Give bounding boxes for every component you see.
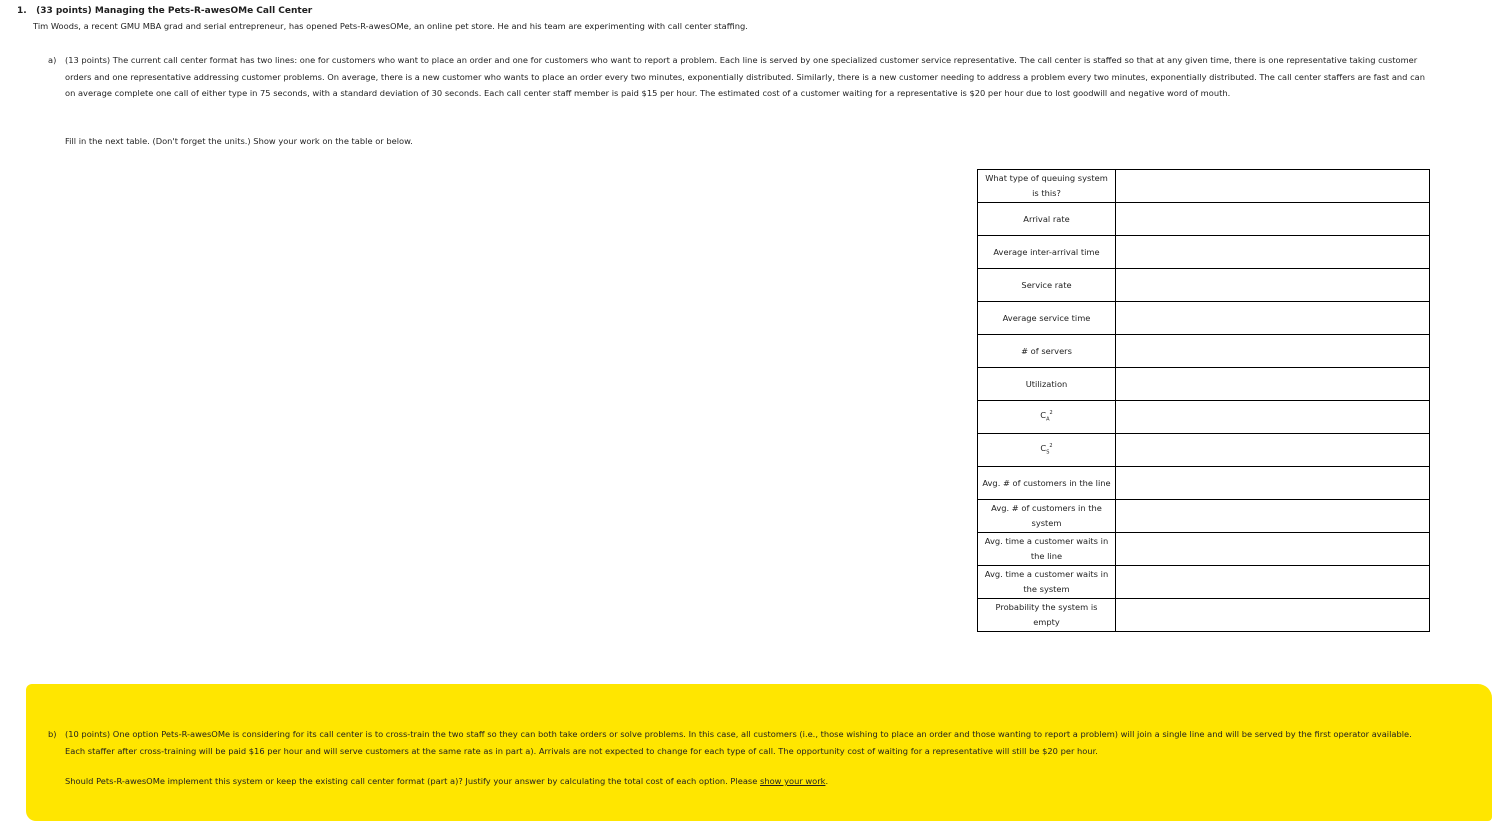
- table-row: [978, 434, 1430, 467]
- table-row-label: [978, 566, 1116, 599]
- table-row-label: [978, 533, 1116, 566]
- table-row: [978, 269, 1430, 302]
- table-row: [978, 236, 1430, 269]
- table-row-label: [978, 269, 1116, 302]
- table-row: [978, 368, 1430, 401]
- table-answer-cell[interactable]: [1116, 368, 1430, 401]
- show-work-text: show your work: [760, 776, 826, 786]
- table-row-label: [978, 203, 1116, 236]
- part-a-text: (13 points) The current call center format has two lines: one for customers who want to place an order and one for customers who want to report a problem. Each line is served by one specialized customer service representative. The call center is staffed so that at any given time, there is one representative taking customer orders and one representative addressing customer problems. On average, there is a new customer who wants to place an order every two minutes, exponentially distributed. Similarly, there is a new customer needing to address a problem every two minutes, exponentially distributed. The call center staffers are fast and can on average complete one call of either type in 75 seconds, with a standard deviation of 30 seconds. Each call center staff member is paid $15 per hour. The estimated cost of a customer waiting for a representative is $20 per hour due to lost goodwill and negative word of mouth.: [65, 55, 1425, 99]
- table-row-label: [978, 401, 1116, 434]
- row-label-text: C: [1040, 410, 1047, 421]
- part-b: [48, 726, 1431, 759]
- queuing-table: [977, 169, 1430, 632]
- table-answer-cell[interactable]: [1116, 401, 1430, 434]
- table-row: [978, 401, 1430, 434]
- question-intro: Tim Woods, a recent GMU MBA grad and serial entrepreneur, has opened Pets-R-awesOMe, an online pet store. He and his team are experimenting with call center staffing.: [33, 21, 748, 31]
- table-row-label: [978, 500, 1116, 533]
- question-number: 1.: [17, 6, 27, 16]
- row-label-subscript: S: [1046, 449, 1050, 456]
- table-answer-cell[interactable]: [1116, 533, 1430, 566]
- table-row: [978, 203, 1430, 236]
- row-label-text: Service rate: [1021, 279, 1072, 290]
- row-label-text: Avg. # of customers in the system: [991, 503, 1102, 528]
- part-b-text: (10 points) One option Pets-R-awesOMe is considering for its call center is to cross-train the two staff so they can both take orders or solve problems. In this case, all customers (i.e., those wishing to place an order and those wanting to report a problem) will join a single line and will be served by the first operator available. Each staffer after cross-training will be paid $16 per hour and will serve customers at the same rate as in part a). Arrivals are not expected to change for each type of call. The opportunity cost of waiting for a representative will still be $20 per hour.: [65, 729, 1412, 756]
- table-answer-cell[interactable]: [1116, 500, 1430, 533]
- row-label-text: # of servers: [1021, 345, 1072, 356]
- table-row: [978, 566, 1430, 599]
- table-answer-cell[interactable]: [1116, 467, 1430, 500]
- part-b-label: b): [48, 729, 57, 739]
- table-answer-cell[interactable]: [1116, 236, 1430, 269]
- row-label-text: Average service time: [1002, 312, 1091, 323]
- part-b-question-end: .: [825, 776, 829, 786]
- row-label-text: Avg. time a customer waits in the system: [984, 569, 1109, 594]
- table-row-label: [978, 434, 1116, 467]
- table-row: [978, 533, 1430, 566]
- part-b-question-text: Should Pets-R-awesOMe implement this system or keep the existing call center format (part a)? Justify your answer by calculating the total cost of each option. Please: [65, 776, 758, 786]
- row-label-text: What type of queuing system is this?: [985, 173, 1108, 198]
- question-title-text: (33 points) Managing the Pets-R-awesOMe Call Center: [36, 6, 313, 16]
- table-row: [978, 599, 1430, 632]
- row-label-text: Arrival rate: [1023, 213, 1070, 224]
- table-answer-cell[interactable]: [1116, 302, 1430, 335]
- table-row-label: [978, 236, 1116, 269]
- row-label-subscript: A: [1046, 416, 1050, 423]
- table-row: [978, 335, 1430, 368]
- row-label-text: Avg. time a customer waits in the line: [984, 536, 1109, 561]
- table-row-label: [978, 170, 1116, 203]
- table-row-label: [978, 368, 1116, 401]
- table-row-label: [978, 467, 1116, 500]
- table-answer-cell[interactable]: [1116, 599, 1430, 632]
- table-answer-cell[interactable]: [1116, 566, 1430, 599]
- table-answer-cell[interactable]: [1116, 434, 1430, 467]
- part-a-label: a): [48, 55, 57, 65]
- row-label-text: C: [1040, 443, 1047, 454]
- row-label-superscript: 2: [1049, 443, 1053, 450]
- table-answer-cell[interactable]: [1116, 335, 1430, 368]
- table-row: [978, 302, 1430, 335]
- table-answer-cell[interactable]: [1116, 203, 1430, 236]
- row-label-text: Probability the system is empty: [995, 602, 1098, 627]
- part-b-question: [65, 776, 828, 786]
- table-row-label: [978, 335, 1116, 368]
- table-row-label: [978, 302, 1116, 335]
- table-row: [978, 467, 1430, 500]
- table-row: [978, 170, 1430, 203]
- table-answer-cell[interactable]: [1116, 269, 1430, 302]
- table-answer-cell[interactable]: [1116, 170, 1430, 203]
- row-label-text: Average inter-arrival time: [993, 246, 1100, 257]
- table-row: [978, 500, 1430, 533]
- row-label-text: Avg. # of customers in the line: [982, 477, 1111, 488]
- part-a: [48, 52, 1431, 102]
- fill-instruction: Fill in the next table. (Don't forget the units.) Show your work on the table or below.: [65, 136, 413, 146]
- table-row-label: [978, 599, 1116, 632]
- row-label-text: Utilization: [1025, 378, 1068, 389]
- question-title: [17, 6, 312, 16]
- row-label-superscript: 2: [1049, 410, 1053, 417]
